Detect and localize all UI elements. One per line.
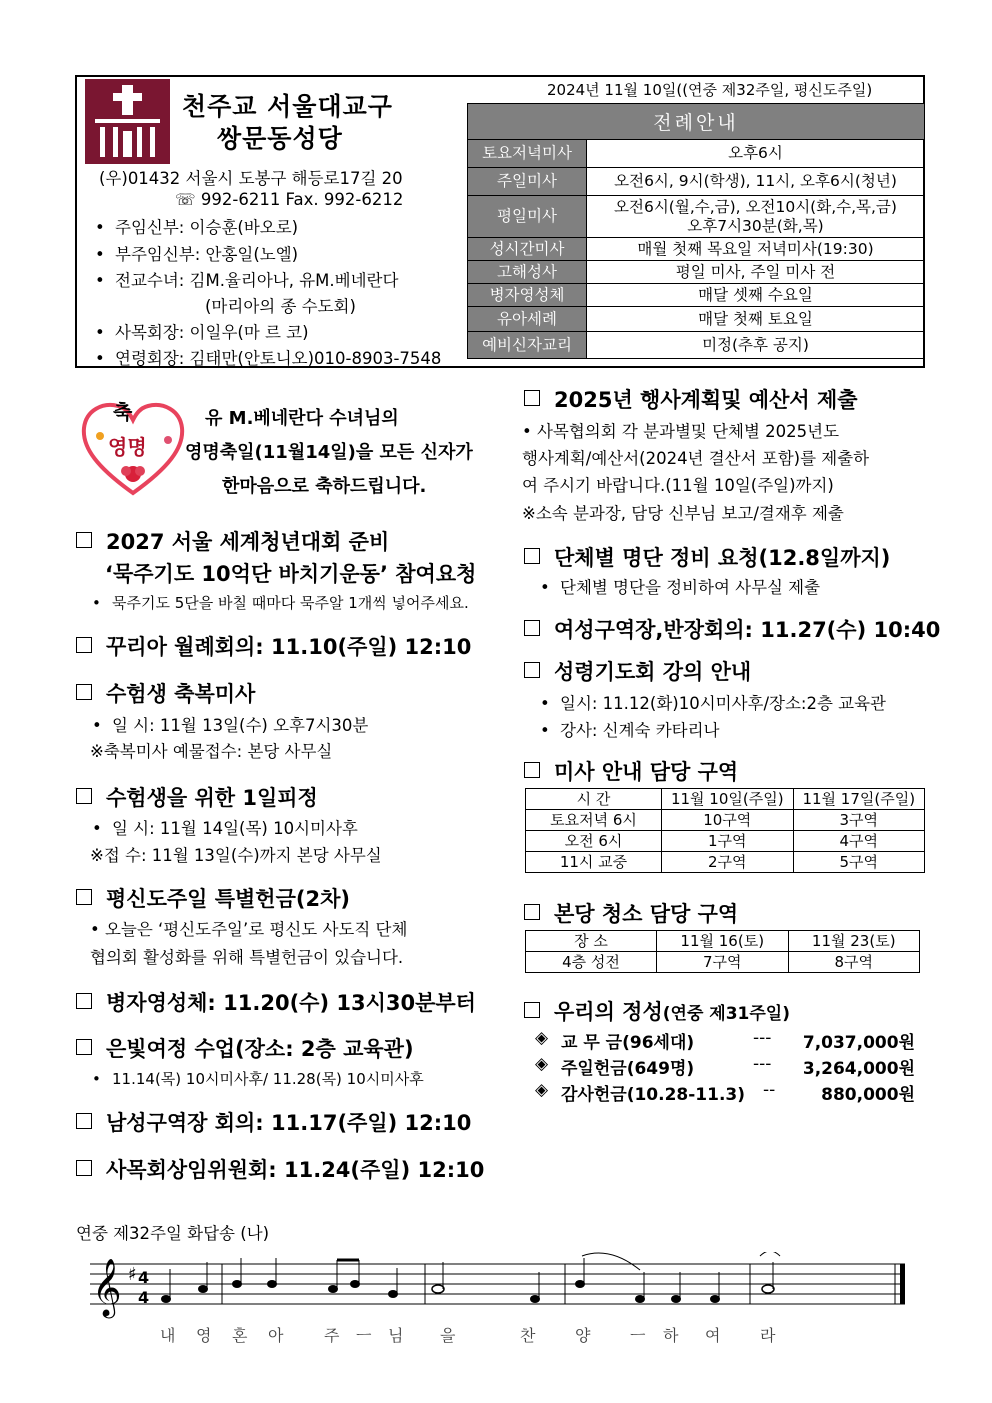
liturgy-table bbox=[467, 103, 925, 359]
table-header: 11월 10일(주일) bbox=[662, 789, 794, 810]
diamond-icon: ◈ bbox=[535, 1080, 549, 1100]
table-cell: 11시 교중 bbox=[526, 852, 662, 873]
psalm-lyrics bbox=[160, 1323, 800, 1345]
liturgy-value: 오전6시, 9시(학생), 11시, 오후6시(청년) bbox=[587, 168, 925, 196]
silver-class-dates: • 11.14(목) 10시미사후/ 11.28(목) 10시미사후 bbox=[92, 1068, 424, 1089]
section-cleaning bbox=[524, 898, 738, 928]
table-header: 11월 23(토) bbox=[788, 931, 920, 952]
phone-fax: ☏ 992-6211 Fax. 992-6212 bbox=[175, 190, 404, 209]
checkbox-icon bbox=[76, 889, 92, 905]
table-cell: 7구역 bbox=[657, 952, 789, 973]
section-laity-collection bbox=[76, 883, 350, 913]
lyric-syllable: 주 bbox=[324, 1326, 340, 1345]
section-silver-class bbox=[76, 1033, 414, 1063]
section-curia-meeting bbox=[76, 631, 471, 661]
liturgy-value-line1: 오전6시(월,수,금), 오전10시(화,수,목,금) bbox=[614, 197, 897, 216]
table-header: 11월 17일(주일) bbox=[793, 789, 925, 810]
liturgy-label: 병자영성체 bbox=[468, 284, 587, 307]
table-row bbox=[526, 810, 925, 831]
checkbox-icon bbox=[524, 620, 540, 636]
section-title-text: 수험생 축복미사 bbox=[106, 682, 256, 706]
liturgy-label: 주일미사 bbox=[468, 168, 587, 196]
liturgy-label: 토요저녁미사 bbox=[468, 140, 587, 168]
laity-collection-line2: 협의회 활성화를 위해 특별헌금이 있습니다. bbox=[90, 948, 404, 967]
exam-mass-time: • 일 시: 11월 13일(수) 오후7시30분 bbox=[92, 712, 368, 736]
list-item bbox=[535, 1054, 915, 1080]
badge-top-text: 축 bbox=[113, 400, 133, 424]
svg-text:𝄞: 𝄞 bbox=[92, 1258, 122, 1316]
svg-text:♯: ♯ bbox=[128, 1264, 137, 1285]
lyric-syllable: 아 bbox=[268, 1326, 284, 1345]
table-cell: 4구역 bbox=[793, 831, 925, 852]
liturgy-value: 평일 미사, 주일 미사 전 bbox=[587, 261, 925, 284]
table-header: 11월 16(토) bbox=[657, 931, 789, 952]
staff-pastor: • 주임신부: 이승훈(바오로) bbox=[95, 214, 298, 238]
table-cell: 1구역 bbox=[662, 831, 794, 852]
liturgy-value-weekday bbox=[587, 196, 925, 238]
congrats-line2: 영명축일(11월14일)을 모든 신자가 bbox=[185, 442, 473, 463]
section-offerings bbox=[524, 996, 790, 1026]
lyric-syllable: 내 bbox=[160, 1326, 176, 1345]
section-wyd-title bbox=[76, 526, 389, 556]
plan-line1: • 사목협의회 각 분과별및 단체별 2025년도 bbox=[522, 422, 840, 441]
checkbox-icon bbox=[524, 662, 540, 678]
checkbox-icon bbox=[524, 548, 540, 564]
psalm-title: 연중 제32주일 화답송 (나) bbox=[76, 1224, 270, 1243]
table-cell: 8구역 bbox=[788, 952, 920, 973]
section-standing-committee bbox=[76, 1154, 484, 1184]
liturgy-title: 전례안내 bbox=[468, 104, 925, 140]
liturgy-value-line2: 오후7시30분(화,목) bbox=[687, 216, 824, 235]
lyric-syllable: 님 bbox=[388, 1326, 404, 1345]
section-title-text: 우리의 정성 bbox=[554, 1000, 663, 1024]
checkbox-icon bbox=[76, 1113, 92, 1129]
offering-dash: -- bbox=[763, 1080, 776, 1100]
plan-line3: 여 주시기 바랍니다.(11월 10일(주일)까지) bbox=[522, 476, 834, 495]
retreat-note: ※접 수: 11월 13일(수)까지 본당 사무실 bbox=[90, 846, 382, 865]
lyric-syllable: 찬 bbox=[520, 1326, 536, 1345]
section-men-leaders bbox=[76, 1107, 471, 1137]
parish-logo bbox=[85, 79, 170, 164]
liturgy-label: 성시간미사 bbox=[468, 238, 587, 261]
section-title-text: 단체별 명단 정비 요청(12.8일까지) bbox=[554, 546, 891, 570]
liturgy-label: 유아세례 bbox=[468, 307, 587, 332]
lyric-syllable: 을 bbox=[440, 1326, 456, 1345]
checkbox-icon bbox=[76, 788, 92, 804]
section-women-leaders bbox=[524, 614, 940, 644]
table-row bbox=[526, 852, 925, 873]
congrats-line1: 유 M.베네란다 수녀님의 bbox=[205, 408, 399, 429]
staff-council-president: • 사목회장: 이일우(마 르 코) bbox=[95, 319, 309, 343]
header-box bbox=[75, 75, 925, 368]
section-sick-communion bbox=[76, 987, 476, 1017]
plan-line4: ※소속 분과장, 담당 신부님 보고/결재후 제출 bbox=[522, 504, 844, 523]
cleaning-table bbox=[525, 930, 920, 973]
section-group-roster bbox=[524, 542, 890, 572]
section-title-text: 미사 안내 담당 구역 bbox=[554, 760, 739, 784]
offerings-list bbox=[535, 1028, 915, 1106]
offering-label: 교 무 금(96세대) bbox=[561, 1033, 695, 1053]
prayer-lecture-speaker: • 강사: 신계숙 카타리나 bbox=[540, 717, 720, 741]
bulletin-date: 2024년 11월 10일((연중 제32주일, 평신도주일) bbox=[547, 81, 873, 99]
church-icon bbox=[85, 79, 170, 164]
liturgy-value: 미정(추후 공지) bbox=[587, 332, 925, 359]
parish-name-line2: 쌍문동성당 bbox=[217, 124, 343, 153]
offerings-subtitle: (연중 제31주일) bbox=[662, 1004, 790, 1024]
staff-sisters: • 전교수녀: 김M.율리아나, 유M.베네란다 bbox=[95, 267, 398, 291]
section-title-text: 2027 서울 세계청년대회 준비 bbox=[106, 530, 390, 554]
section-title-text: 여성구역장,반장회의: 11.27(수) 10:40 bbox=[554, 618, 941, 642]
liturgy-value: 매달 셋째 수요일 bbox=[587, 284, 925, 307]
offering-amount: 3,264,000원 bbox=[802, 1059, 915, 1079]
section-title-text: 본당 청소 담당 구역 bbox=[554, 902, 739, 926]
lyric-syllable: 혼 bbox=[232, 1326, 248, 1345]
liturgy-value: 매달 첫째 토요일 bbox=[587, 307, 925, 332]
diamond-icon: ◈ bbox=[535, 1054, 549, 1074]
table-cell: 5구역 bbox=[793, 852, 925, 873]
section-title-text: 수험생을 위한 1일피정 bbox=[106, 786, 318, 810]
lyric-syllable: 양 bbox=[575, 1326, 591, 1345]
offering-dash: --- bbox=[753, 1054, 772, 1074]
offering-amount: 7,037,000원 bbox=[802, 1033, 915, 1053]
lyric-syllable: ㅡ bbox=[630, 1326, 646, 1345]
lyric-syllable: 여 bbox=[705, 1326, 721, 1345]
table-row bbox=[526, 952, 920, 973]
table-cell: 오전 6시 bbox=[526, 831, 662, 852]
section-title-text: 사목회상임위원회: 11.24(주일) 12:10 bbox=[106, 1158, 485, 1182]
lyric-syllable: ㅡ bbox=[356, 1326, 372, 1345]
liturgy-value: 매월 첫째 목요일 저녁미사(19:30) bbox=[587, 238, 925, 261]
checkbox-icon bbox=[524, 390, 540, 406]
staff-sisters-order: (마리아의 종 수도회) bbox=[205, 297, 356, 316]
offering-label: 주일헌금(649명) bbox=[561, 1059, 695, 1079]
list-item bbox=[535, 1080, 915, 1106]
section-retreat bbox=[76, 782, 318, 812]
staff-assistant: • 부주임신부: 안홍일(노엘) bbox=[95, 241, 298, 265]
list-item bbox=[535, 1028, 915, 1054]
liturgy-label: 평일미사 bbox=[468, 196, 587, 238]
group-roster-note: • 단체별 명단을 정비하여 사무실 제출 bbox=[540, 574, 820, 598]
address: (우)01432 서울시 도봉구 해등로17길 20 bbox=[99, 169, 403, 188]
congrats-line3: 한마음으로 축하드립니다. bbox=[222, 476, 427, 497]
section-prayer-lecture bbox=[524, 656, 751, 686]
checkbox-icon bbox=[76, 993, 92, 1009]
section-mass-guide bbox=[524, 756, 738, 786]
section-title-text: 꾸리아 월례회의: 11.10(주일) 12:10 bbox=[106, 635, 472, 659]
lyric-syllable: 영 bbox=[196, 1326, 212, 1345]
checkbox-icon bbox=[76, 1160, 92, 1176]
table-cell: 4층 성전 bbox=[526, 952, 657, 973]
section-2025-plan bbox=[524, 384, 858, 414]
offering-dash: --- bbox=[753, 1028, 772, 1048]
section-title-text: 평신도주일 특별헌금(2차) bbox=[106, 887, 350, 911]
checkbox-icon bbox=[524, 1002, 540, 1018]
exam-mass-note: ※축복미사 예물접수: 본당 사무실 bbox=[90, 742, 333, 761]
mass-guide-table bbox=[525, 788, 925, 873]
prayer-lecture-time: • 일시: 11.12(화)10시미사후/장소:2층 교육관 bbox=[540, 690, 886, 714]
section-wyd-subtitle: ‘묵주기도 10억단 바치기운동’ 참여요청 bbox=[105, 562, 477, 586]
section-title-text: 남성구역장 회의: 11.17(주일) 12:10 bbox=[106, 1111, 472, 1135]
checkbox-icon bbox=[76, 1039, 92, 1055]
section-title-text: 은빛여정 수업(장소: 2층 교육관) bbox=[106, 1037, 414, 1061]
section-wyd-note: • 묵주기도 5단을 바칠 때마다 묵주알 1개씩 넣어주세요. bbox=[92, 592, 469, 613]
badge-bottom-text: 영명 bbox=[108, 435, 147, 459]
liturgy-label: 고해성사 bbox=[468, 261, 587, 284]
svg-text:4: 4 bbox=[138, 1288, 150, 1307]
section-title-text: 성령기도회 강의 안내 bbox=[554, 660, 752, 684]
section-exam-mass bbox=[76, 678, 255, 708]
liturgy-label: 예비신자교리 bbox=[468, 332, 587, 359]
table-row bbox=[526, 831, 925, 852]
retreat-time: • 일 시: 11월 14일(목) 10시미사후 bbox=[92, 815, 358, 839]
checkbox-icon bbox=[76, 684, 92, 700]
staff-funeral-president: • 연령회장: 김태만(안토니오)010-8903-7548 bbox=[95, 345, 441, 369]
table-header: 장 소 bbox=[526, 931, 657, 952]
parish-name-line1: 천주교 서울대교구 bbox=[182, 92, 393, 121]
plan-line2: 행사계획/예산서(2024년 결산서 포함)를 제출하 bbox=[522, 449, 870, 468]
lyric-syllable: 라 bbox=[760, 1326, 776, 1345]
table-cell: 3구역 bbox=[793, 810, 925, 831]
svg-text:4: 4 bbox=[138, 1268, 150, 1287]
laity-collection-line1: • 오늘은 ‘평신도주일’로 평신도 사도직 단체 bbox=[90, 920, 408, 939]
checkbox-icon bbox=[524, 904, 540, 920]
section-title-text: 병자영성체: 11.20(수) 13시30분부터 bbox=[106, 991, 476, 1015]
checkbox-icon bbox=[76, 637, 92, 653]
liturgy-value: 오후6시 bbox=[587, 140, 925, 168]
checkbox-icon bbox=[76, 532, 92, 548]
offering-amount: 880,000원 bbox=[821, 1085, 915, 1105]
lyric-syllable: 하 bbox=[663, 1326, 679, 1345]
section-title-text: 2025년 행사계획및 예산서 제출 bbox=[554, 388, 858, 412]
table-cell: 2구역 bbox=[662, 852, 794, 873]
checkbox-icon bbox=[524, 762, 540, 778]
table-cell: 10구역 bbox=[662, 810, 794, 831]
offering-label: 감사헌금(10.28-11.3) bbox=[561, 1085, 745, 1105]
table-header: 시 간 bbox=[526, 789, 662, 810]
table-cell: 토요저녁 6시 bbox=[526, 810, 662, 831]
diamond-icon: ◈ bbox=[535, 1028, 549, 1048]
